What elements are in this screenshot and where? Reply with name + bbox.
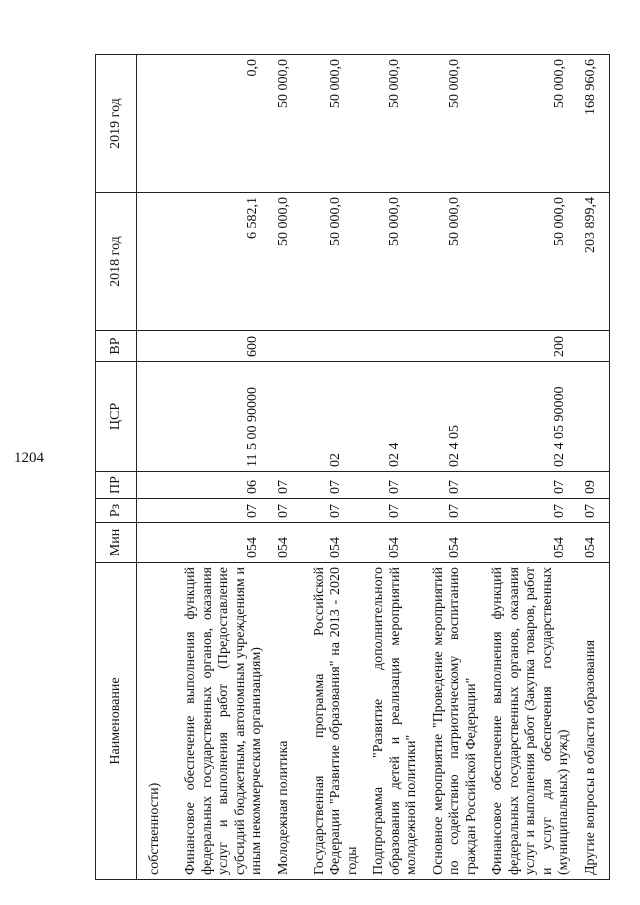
row-csr: 02 4 <box>361 362 421 472</box>
table-row <box>573 55 610 880</box>
row-2019: 50 000,0 <box>266 55 302 193</box>
row-vr <box>421 331 481 362</box>
row-csr: 02 4 05 90000 <box>480 362 573 472</box>
row-rz: 07 <box>266 499 302 523</box>
row-rz: 07 <box>361 499 421 523</box>
row-vr <box>302 331 362 362</box>
row-rz: 07 <box>173 499 266 523</box>
row-2018: 203 899,4 <box>573 193 610 331</box>
row-csr <box>573 362 610 472</box>
page-number: 1204 <box>14 450 44 466</box>
row-pr: 07 <box>266 472 302 499</box>
table-row <box>137 55 174 880</box>
header-min: Мин <box>96 523 137 563</box>
table-header-row <box>96 55 137 880</box>
row-pr: 07 <box>302 472 362 499</box>
header-2018: 2018 год <box>96 193 137 331</box>
header-vr: ВР <box>96 331 137 362</box>
row-2019: 50 000,0 <box>361 55 421 193</box>
row-rz: 07 <box>302 499 362 523</box>
row-vr: 600 <box>173 331 266 362</box>
row-2018: 6 582,1 <box>173 193 266 331</box>
row-pr: 07 <box>421 472 481 499</box>
table-row <box>266 55 302 880</box>
row-min: 054 <box>480 523 573 563</box>
row-vr <box>266 331 302 362</box>
row-rz: 07 <box>573 499 610 523</box>
row-vr <box>573 331 610 362</box>
row-vr <box>137 331 174 362</box>
row-name: Другие вопросы в области образования <box>573 563 610 880</box>
row-2018: 50 000,0 <box>361 193 421 331</box>
table-row <box>421 55 481 880</box>
row-min: 054 <box>421 523 481 563</box>
row-csr: 02 <box>302 362 362 472</box>
row-rz: 07 <box>421 499 481 523</box>
row-name: Основное мероприятие "Проведение мероприятий по содействию патриотическому воспитанию граждан Российской Федерации" <box>421 563 481 880</box>
row-2018: 50 000,0 <box>421 193 481 331</box>
header-2019: 2019 год <box>96 55 137 193</box>
row-min: 054 <box>173 523 266 563</box>
row-pr <box>137 472 174 499</box>
row-2019: 50 000,0 <box>302 55 362 193</box>
row-rz: 07 <box>480 499 573 523</box>
budget-table <box>95 54 610 880</box>
row-pr: 07 <box>480 472 573 499</box>
row-min <box>137 523 174 563</box>
row-name: собственности) <box>137 563 174 880</box>
table-row <box>302 55 362 880</box>
header-pr: ПР <box>96 472 137 499</box>
row-min: 054 <box>266 523 302 563</box>
row-min: 054 <box>302 523 362 563</box>
header-rz: Рз <box>96 499 137 523</box>
row-rz <box>137 499 174 523</box>
row-csr: 11 5 00 90000 <box>173 362 266 472</box>
row-2019: 50 000,0 <box>421 55 481 193</box>
header-csr: ЦСР <box>96 362 137 472</box>
row-vr <box>361 331 421 362</box>
budget-table-page <box>95 55 598 880</box>
row-2018: 50 000,0 <box>266 193 302 331</box>
row-2019: 0,0 <box>173 55 266 193</box>
row-csr <box>137 362 174 472</box>
table-row <box>173 55 266 880</box>
header-name: Наименование <box>96 563 137 880</box>
row-name: Подпрограмма "Развитие дополнительного образования детей и реализация мероприятий молодежной политики" <box>361 563 421 880</box>
row-csr <box>266 362 302 472</box>
row-name: Молодежная политика <box>266 563 302 880</box>
row-vr: 200 <box>480 331 573 362</box>
row-2018: 50 000,0 <box>302 193 362 331</box>
row-name: Финансовое обеспечение выполнения функций федеральных государственных органов, оказания услуг и выполнения работ (Предоставление субсидий бюджетным, автономным учреждениям и иным некоммерческим организациям) <box>173 563 266 880</box>
row-2019 <box>137 55 174 193</box>
row-pr: 09 <box>573 472 610 499</box>
row-pr: 07 <box>361 472 421 499</box>
row-2018: 50 000,0 <box>480 193 573 331</box>
row-min: 054 <box>361 523 421 563</box>
row-name: Финансовое обеспечение выполнения функций федеральных государственных органов, оказания услуг и выполнения работ (Закупка товаров, работ и услуг для обеспечения государственных (муниципальных) нужд) <box>480 563 573 880</box>
row-2019: 50 000,0 <box>480 55 573 193</box>
row-min: 054 <box>573 523 610 563</box>
table-row <box>361 55 421 880</box>
row-name: Государственная программа Российской Федерации "Развитие образования" на 2013 - 2020 годы <box>302 563 362 880</box>
row-pr: 06 <box>173 472 266 499</box>
row-2018 <box>137 193 174 331</box>
table-row <box>480 55 573 880</box>
row-2019: 168 960,6 <box>573 55 610 193</box>
row-csr: 02 4 05 <box>421 362 481 472</box>
